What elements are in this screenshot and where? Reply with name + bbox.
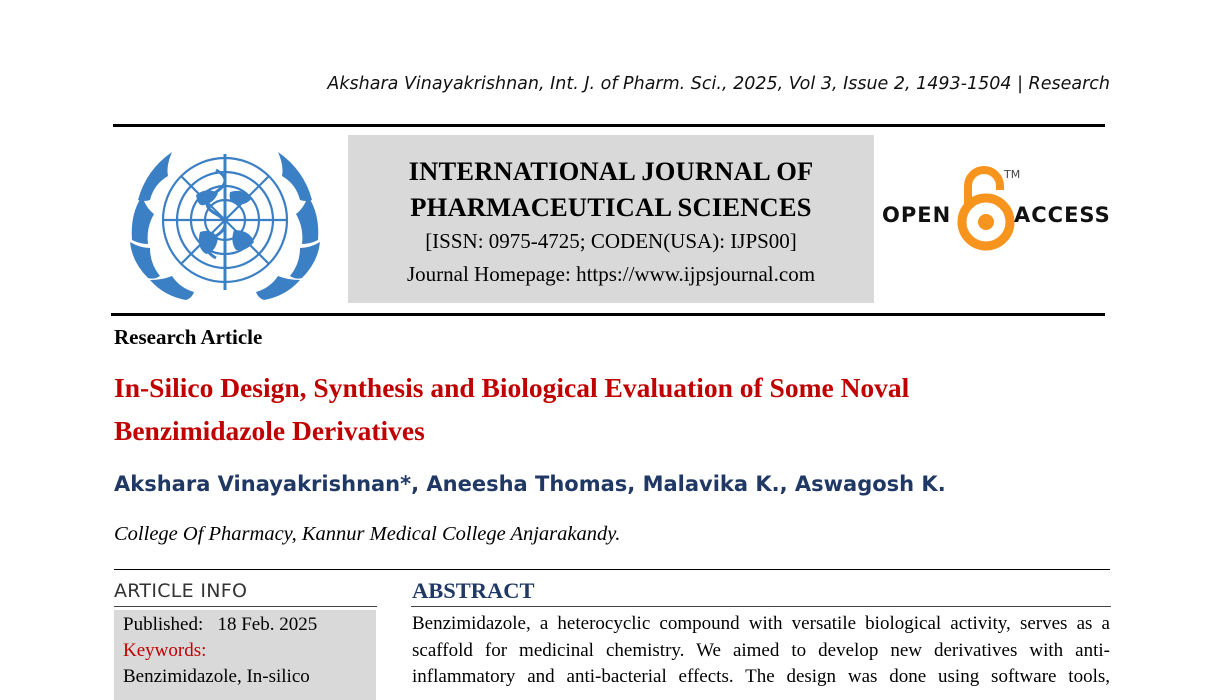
journal-issn: [ISSN: 0975-4725; CODEN(USA): IJPS00] (425, 229, 797, 253)
published-label: Published: (123, 614, 204, 635)
header-top-rule (113, 124, 1105, 127)
article-title (114, 366, 1114, 452)
abstract-rule (411, 606, 1111, 607)
journal-masthead (348, 135, 874, 303)
journal-title-line1: INTERNATIONAL JOURNAL OF (408, 156, 814, 186)
article-info-box (114, 610, 376, 700)
running-head: Akshara Vinayakrishnan, Int. J. of Pharm. Sci., 2025, Vol 3, Issue 2, 1493-1504 | Research (327, 74, 1110, 94)
article-title-line1: In-Silico Design, Synthesis and Biological Evaluation of Some Noval (114, 372, 910, 403)
article-info-rule (114, 606, 377, 607)
article-info-heading: ARTICLE INFO (114, 580, 248, 602)
abstract-line: scaffold for medicinal chemistry. We aimed to develop new derivatives with anti- (412, 639, 1110, 661)
article-title-line2: Benzimidazole Derivatives (114, 415, 425, 446)
article-type: Research Article (114, 325, 263, 349)
journal-homepage[interactable]: Journal Homepage: https://www.ijpsjournal.com (406, 262, 816, 286)
header-bottom-rule (111, 313, 1105, 316)
open-access-trademark: TM (1004, 168, 1021, 181)
keywords-label: Keywords: (123, 640, 207, 661)
abstract-line: inflammatory and anti-bacterial effects. The design was done using software tools, (412, 666, 1110, 687)
open-access-logo (880, 166, 1111, 252)
un-emblem-logo (126, 140, 324, 306)
section-divider-rule (114, 569, 1110, 570)
open-access-word-access: ACCESS (1014, 203, 1111, 227)
abstract-line: Benzimidazole, a heterocyclic compound with versatile biological activity, serves as a (412, 613, 1110, 634)
published-date: 18 Feb. 2025 (217, 614, 318, 635)
open-access-word-open: OPEN (882, 203, 952, 227)
abstract-heading: ABSTRACT (412, 578, 535, 603)
keywords-value: Benzimidazole, In-silico (123, 666, 310, 687)
affiliation: College Of Pharmacy, Kannur Medical College Anjarakandy. (114, 523, 621, 545)
author-list: Akshara Vinayakrishnan*, Aneesha Thomas, Malavika K., Aswagosh K. (114, 472, 946, 496)
published-row (123, 612, 376, 638)
abstract-body (412, 611, 1110, 691)
journal-title-line2: PHARMACEUTICAL SCIENCES (410, 192, 812, 222)
